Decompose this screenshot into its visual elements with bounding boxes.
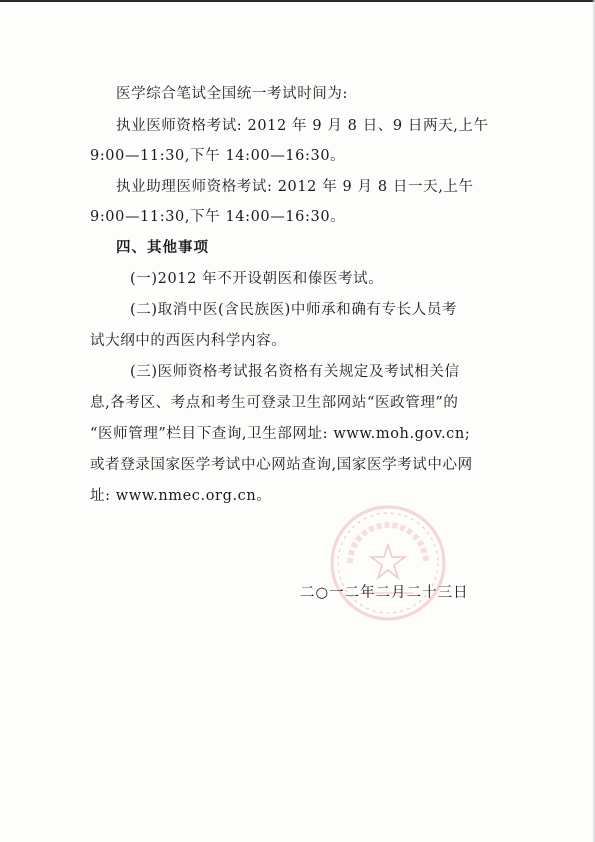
item1: (一)2012 年不开设朝医和傣医考试。: [130, 271, 384, 287]
item3-line2: 息,各考区、考点和考生可登录卫生部网站“医政管理”的: [90, 395, 459, 411]
item2-line2: 试大纲中的西医内科学内容。: [90, 333, 287, 349]
item2-line1: (二)取消中医(含民族医)中师承和确有专长人员考: [130, 302, 458, 318]
item3-line4: 或者登录国家医学考试中心网站查询,国家医学考试中心网: [90, 457, 473, 473]
item3-line1: (三)医师资格考试报名资格有关规定及考试相关信: [130, 364, 460, 380]
item3-line5: 址: www.nmec.org.cn。: [90, 488, 272, 504]
exam-time-intro: 医学综合笔试全国统一考试时间为:: [116, 86, 348, 102]
document-date: 二○一二年二月二十三日: [300, 585, 469, 601]
physician-exam-line1: 执业医师资格考试: 2012 年 9 月 8 日、9 日两天,上午: [116, 118, 489, 134]
official-seal-icon: [328, 503, 448, 623]
item3-line3: “医师管理”栏目下查询,卫生部网址: www.moh.gov.cn;: [90, 426, 471, 442]
assistant-exam-line2: 9:00—11:30,下午 14:00—16:30。: [90, 209, 346, 225]
section4-heading: 四、其他事项: [116, 240, 209, 256]
top-border: [0, 0, 595, 2]
assistant-exam-line1: 执业助理医师资格考试: 2012 年 9 月 8 日一天,上午: [116, 179, 474, 195]
physician-exam-line2: 9:00—11:30,下午 14:00—16:30。: [90, 148, 346, 164]
